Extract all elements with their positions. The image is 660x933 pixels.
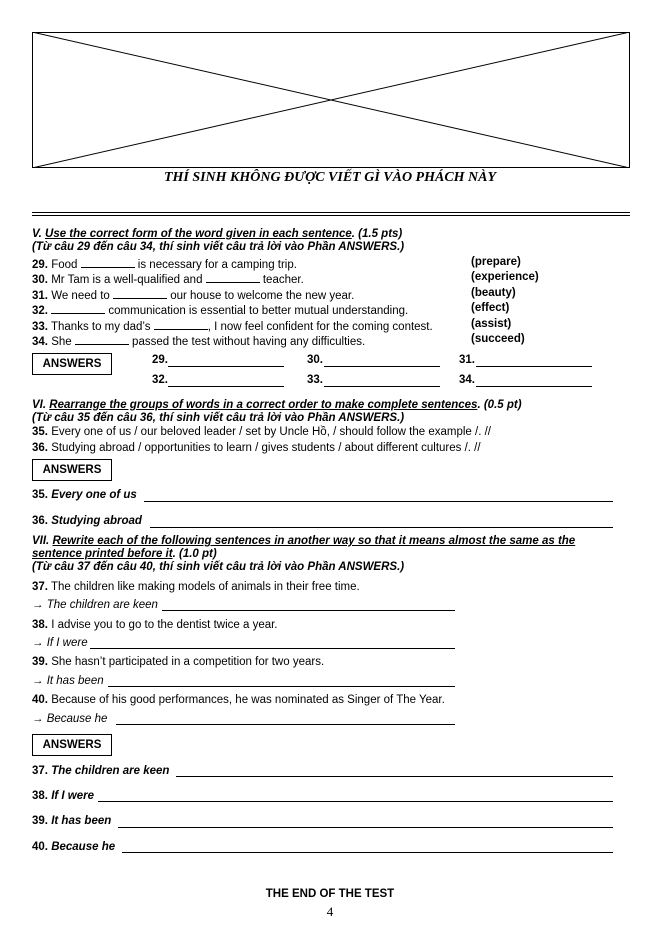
answer-34-line[interactable] (476, 386, 592, 387)
answer-31-line[interactable] (476, 366, 592, 367)
answer-29-num: 29. (152, 354, 168, 366)
answer-30-num: 30. (307, 354, 323, 366)
section-7-note: (Từ câu 37 đến câu 40, thí sinh viết câu trả lời vào Phần ANSWERS.) (32, 561, 405, 573)
answer-37-label: 37. The children are keen (32, 765, 170, 777)
question-32: 32. communication is essential to better mutual understanding. (32, 302, 408, 317)
hint-32: (effect) (471, 302, 510, 314)
no-write-notice: THÍ SINH KHÔNG ĐƯỢC VIẾT GÌ VÀO PHÁCH NÀY (163, 170, 497, 185)
answer-39-line[interactable] (118, 827, 613, 828)
arrow-icon: → (32, 599, 44, 611)
answer-36-line[interactable] (150, 527, 613, 528)
divider-bottom (32, 215, 630, 216)
answer-31-num: 31. (459, 354, 475, 366)
section-5-note: (Từ câu 29 đến câu 34, thí sinh viết câu trả lời vào Phần ANSWERS.) (32, 241, 405, 253)
answers-label-7: ANSWERS (32, 734, 112, 756)
rewrite-38: → If I were (32, 637, 88, 649)
answer-38-label: 38. If I were (32, 790, 95, 802)
question-30: 30. Mr Tam is a well-qualified and teacher. (32, 271, 304, 286)
question-36: 36. Studying abroad / opportunities to learn / gives students / about different cultures /. // (32, 442, 481, 454)
answer-40-line[interactable] (122, 852, 613, 853)
section-7-title-line2: sentence printed before it. (1.0 pt) (32, 548, 217, 560)
answer-33-line[interactable] (324, 386, 440, 387)
rewrite-39-line[interactable] (108, 686, 455, 687)
rewrite-39: → It has been (32, 675, 104, 687)
answer-37-line[interactable] (176, 776, 613, 777)
hint-33: (assist) (471, 318, 512, 330)
question-39: 39. She hasn’t participated in a competition for two years. (32, 656, 325, 668)
question-38: 38. I advise you to go to the dentist twice a year. (32, 619, 278, 631)
answer-36-label: 36. Studying abroad (32, 515, 142, 527)
answer-35-line[interactable] (144, 501, 613, 502)
answer-32-num: 32. (152, 374, 168, 386)
page-number: 4 (326, 904, 334, 919)
question-35: 35. Every one of us / our beloved leader / set by Uncle Hồ, / should follow the example /. // (32, 426, 491, 438)
arrow-icon: → (32, 675, 44, 687)
divider-top (32, 212, 630, 213)
hint-30: (experience) (471, 271, 539, 283)
hint-29: (prepare) (471, 256, 521, 268)
end-of-test: THE END OF THE TEST (265, 888, 395, 900)
question-40: 40. Because of his good performances, he was nominated as Singer of The Year. (32, 694, 445, 706)
question-37: 37. The children like making models of animals in their free time. (32, 581, 360, 593)
rewrite-38-line[interactable] (90, 648, 455, 649)
hint-34: (succeed) (471, 333, 525, 345)
arrow-icon: → (32, 637, 44, 649)
answers-label-5: ANSWERS (32, 353, 112, 375)
answer-29-line[interactable] (168, 366, 284, 367)
answer-34-num: 34. (459, 374, 475, 386)
question-29: 29. Food is necessary for a camping trip. (32, 256, 297, 271)
answer-35-label: 35. Every one of us (32, 489, 137, 501)
section-5-title: V. Use the correct form of the word given in each sentence. (1.5 pts) (32, 228, 403, 240)
rewrite-37-line[interactable] (162, 610, 455, 611)
restricted-area-box (32, 32, 630, 168)
hint-31: (beauty) (471, 287, 516, 299)
answer-30-line[interactable] (324, 366, 440, 367)
section-6-note: (Từ câu 35 đến câu 36, thí sinh viết câu trả lời vào Phần ANSWERS.) (32, 412, 405, 424)
rewrite-37: → The children are keen (32, 599, 158, 611)
question-31: 31. We need to our house to welcome the new year. (32, 287, 354, 302)
answer-33-num: 33. (307, 374, 323, 386)
answer-32-line[interactable] (168, 386, 284, 387)
rewrite-40-line[interactable] (116, 724, 455, 725)
answer-38-line[interactable] (98, 801, 613, 802)
answers-label-6: ANSWERS (32, 459, 112, 481)
answer-40-label: 40. Because he (32, 841, 116, 853)
section-6-title: VI. Rearrange the groups of words in a correct order to make complete sentences. (0.5 pt) (32, 399, 522, 411)
rewrite-40: → Because he (32, 713, 108, 725)
question-34: 34. She passed the test without having any difficulties. (32, 333, 365, 348)
section-7-title-line1: VII. Rewrite each of the following sentences in another way so that it means almost the same as the (32, 535, 576, 547)
answer-39-label: 39. It has been (32, 815, 112, 827)
arrow-icon: → (32, 713, 44, 725)
question-33: 33. Thanks to my dad’s , I now feel confident for the coming contest. (32, 318, 433, 333)
